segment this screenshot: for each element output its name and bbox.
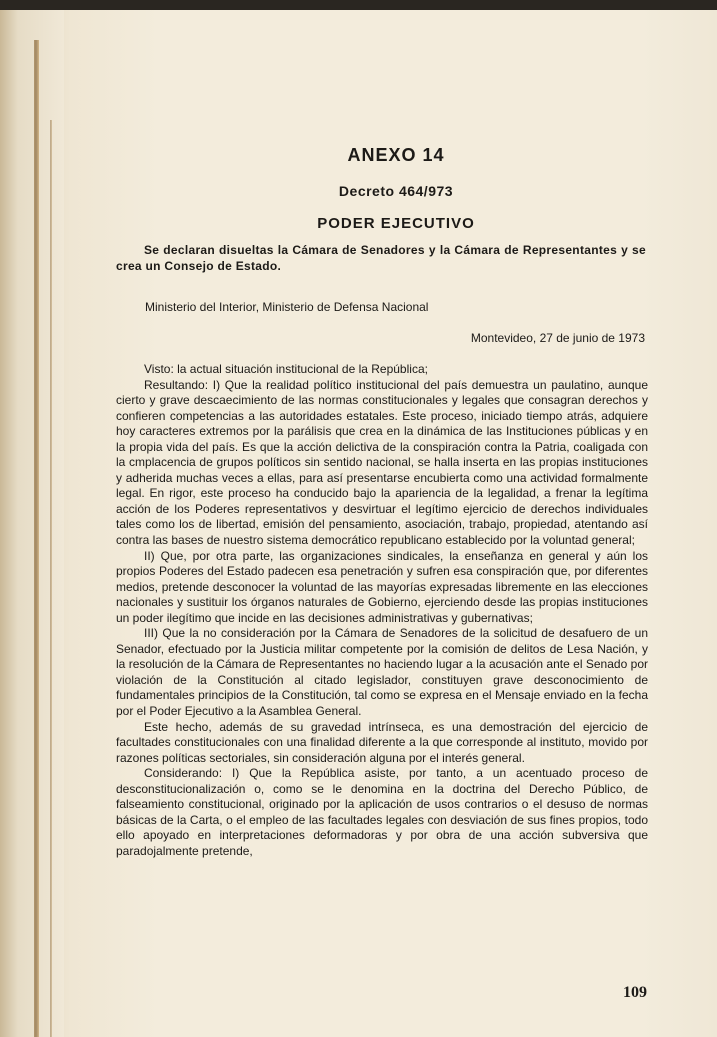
executive-power-heading: PODER EJECUTIVO [317,215,475,232]
annex-heading: ANEXO 14 [347,145,445,165]
page-number: 109 [623,984,647,1001]
dateline: Montevideo, 27 de junio de 1973 [470,331,645,345]
paragraph-resultando-3: III) Que la no consideración por la Cámara de Senadores de la solicitud de desafuero de un Senador, efectuado por la Justicia militar competente por la comisión de delitos de Lesa Nación, y la resolución de la Cámara de Representantes no haciendo lugar a la acusación ante el Senado por violación de la Constitución al citado legislador, constituyen grave desconocimiento de fundamentales principios de la Constitución, tal como se expresa en el Mensaje enviado en la fecha por el Poder Ejecutivo a la Asamblea General. [116,626,648,719]
paragraph-visto: Visto: la actual situación institucional de la República; [144,362,428,376]
paragraph-resultando-1: Resultando: I) Que la realidad político institucional del país demuestra un paulatino, aunque cierto y grave descaecimiento de las normas constitucionales y legales que consagran derechos y confieren competencias a las autoridades estatales. Este proceso, iniciado tiempo atrás, adquiere hoy caracteres extremos por la parálisis que crea en la dinámica de las Instituciones públicas y en la propia vida del país. Es que la acción delictiva de la conspiración contra la Patria, coaligada con la cmplacencia de grupos políticos sin sentido nacional, se halla inserta en las propias instituciones y adherida muchas veces a ellas, para así presentarse encubierta como una actividad formalmente legal. En rigor, este proceso ha conducido bajo la apariencia de la legalidad, a frenar la legítima acción de los Poderes representativos y desvirtuar el legítimo ejercicio de derechos individuales tales como los de libertad, emisión del pensamiento, asociación, trabajo, propiedad, atentando así contra las bases de nuestro sistema democrático republicano establecido por la voluntad general; [116,377,648,548]
decree-summary: Se declaran disueltas la Cámara de Senadores y la Cámara de Representantes y se crea un Consejo de Estado. [116,243,646,273]
ministry-line: Ministerio del Interior, Ministerio de Defensa Nacional [145,300,429,314]
book-spine-shadow [0,10,64,1037]
book-spine-fold [50,120,52,1037]
book-spine-binding [34,40,39,1037]
decree-heading: Decreto 464/973 [338,183,454,199]
paragraph-considerando-1: Considerando: I) Que la República asiste, por tanto, a un acentuado proceso de desconstitucionalización o, como se le denomina en la doctrina del Derecho Público, de falseamiento constitucional, originado por la aplicación de usos contrarios o el desuso de normas básicas de la Carta, o el empleo de las facultades legales con desviación de sus fines propios, todo ello apoyado en interpretaciones deformadoras y por obra de una acción subversiva que paradojalmente pretende, [116,766,648,858]
paragraph-este-hecho: Este hecho, además de su gravedad intrínseca, es una demostración del ejercicio de facultades constitucionales con una finalidad diferente a la que corresponde al instituto, movido por razones políticas sectoriales, sin consideración alguna por el interés general. [116,719,648,765]
decree-body [116,362,648,860]
page-top-edge [0,0,717,10]
paragraph-resultando-2: II) Que, por otra parte, las organizaciones sindicales, la enseñanza en general y aún los propios Poderes del Estado padecen esa penetración y sufren esa conspiración que, por diferentes medios, pretende desconocer la voluntad de las mayorías expresadas libremente en las elecciones nacionales y sustituir los órganos naturales de Gobierno, ejerciendo desde las propias instituciones un poder ilegítimo que incide en las decisiones administrativas y gubernativas; [116,548,648,625]
